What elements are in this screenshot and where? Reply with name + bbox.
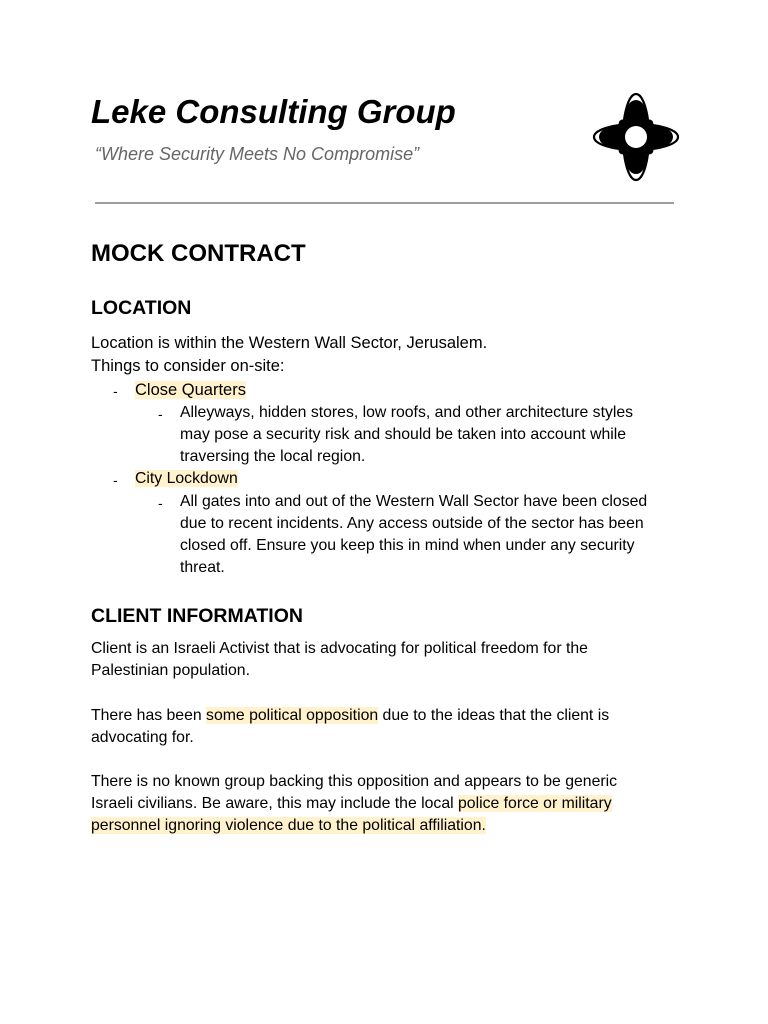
document-title: MOCK CONTRACT (91, 240, 306, 267)
client-paragraph-line (91, 705, 609, 727)
text-run: Israeli civilians. Be aware, this may include the local (91, 795, 458, 812)
client-paragraph-line: There is no known group backing this opposition and appears to be generic (91, 773, 618, 790)
compass-star-icon (592, 92, 680, 182)
bullet-dash: - (158, 495, 163, 511)
list-item-detail-line: All gates into and out of the Western Wall Sector have been closed (180, 493, 648, 510)
highlighted-text: personnel ignoring violence due to the political affiliation. (91, 817, 486, 834)
text-run: due to the ideas that the client is (378, 707, 610, 724)
client-paragraph-line (91, 815, 486, 837)
list-item-detail-line: closed off. Ensure you keep this in mind when under any security (180, 537, 635, 554)
text-run: There has been (91, 707, 207, 724)
list-item-label (135, 379, 246, 401)
highlighted-text: Close Quarters (135, 381, 246, 399)
list-item-detail-line: may pose a security risk and should be taken into account while (180, 426, 627, 443)
bullet-dash: - (158, 406, 163, 422)
bullet-dash: - (113, 472, 118, 488)
company-tagline: “Where Security Meets No Compromise” (95, 144, 420, 164)
client-paragraph-line: Palestinian population. (91, 662, 250, 679)
list-item-detail-line: threat. (180, 559, 225, 576)
list-item-detail-line: Alleyways, hidden stores, low roofs, and other architecture styles (180, 404, 634, 421)
client-paragraph-line: Client is an Israeli Activist that is advocating for political freedom for the (91, 640, 588, 657)
logo-center (625, 126, 647, 148)
highlighted-text: City Lockdown (135, 470, 238, 487)
highlighted-text: some political opposition (206, 707, 379, 724)
client-info-heading: CLIENT INFORMATION (91, 605, 303, 627)
bullet-dash: - (113, 383, 118, 399)
location-intro-line: Things to consider on-site: (91, 357, 285, 375)
client-paragraph-line (91, 793, 612, 815)
location-heading: LOCATION (91, 297, 192, 319)
list-item-detail-line: traversing the local region. (180, 448, 366, 465)
location-intro-line: Location is within the Western Wall Sector, Jerusalem. (91, 334, 488, 352)
highlighted-text: police force or military (458, 795, 612, 812)
client-paragraph-line: advocating for. (91, 729, 194, 746)
list-item-label (135, 468, 238, 490)
company-name: Leke Consulting Group (91, 93, 456, 130)
list-item-detail-line: due to recent incidents. Any access outside of the sector has been (180, 515, 644, 532)
header-divider (95, 202, 674, 204)
